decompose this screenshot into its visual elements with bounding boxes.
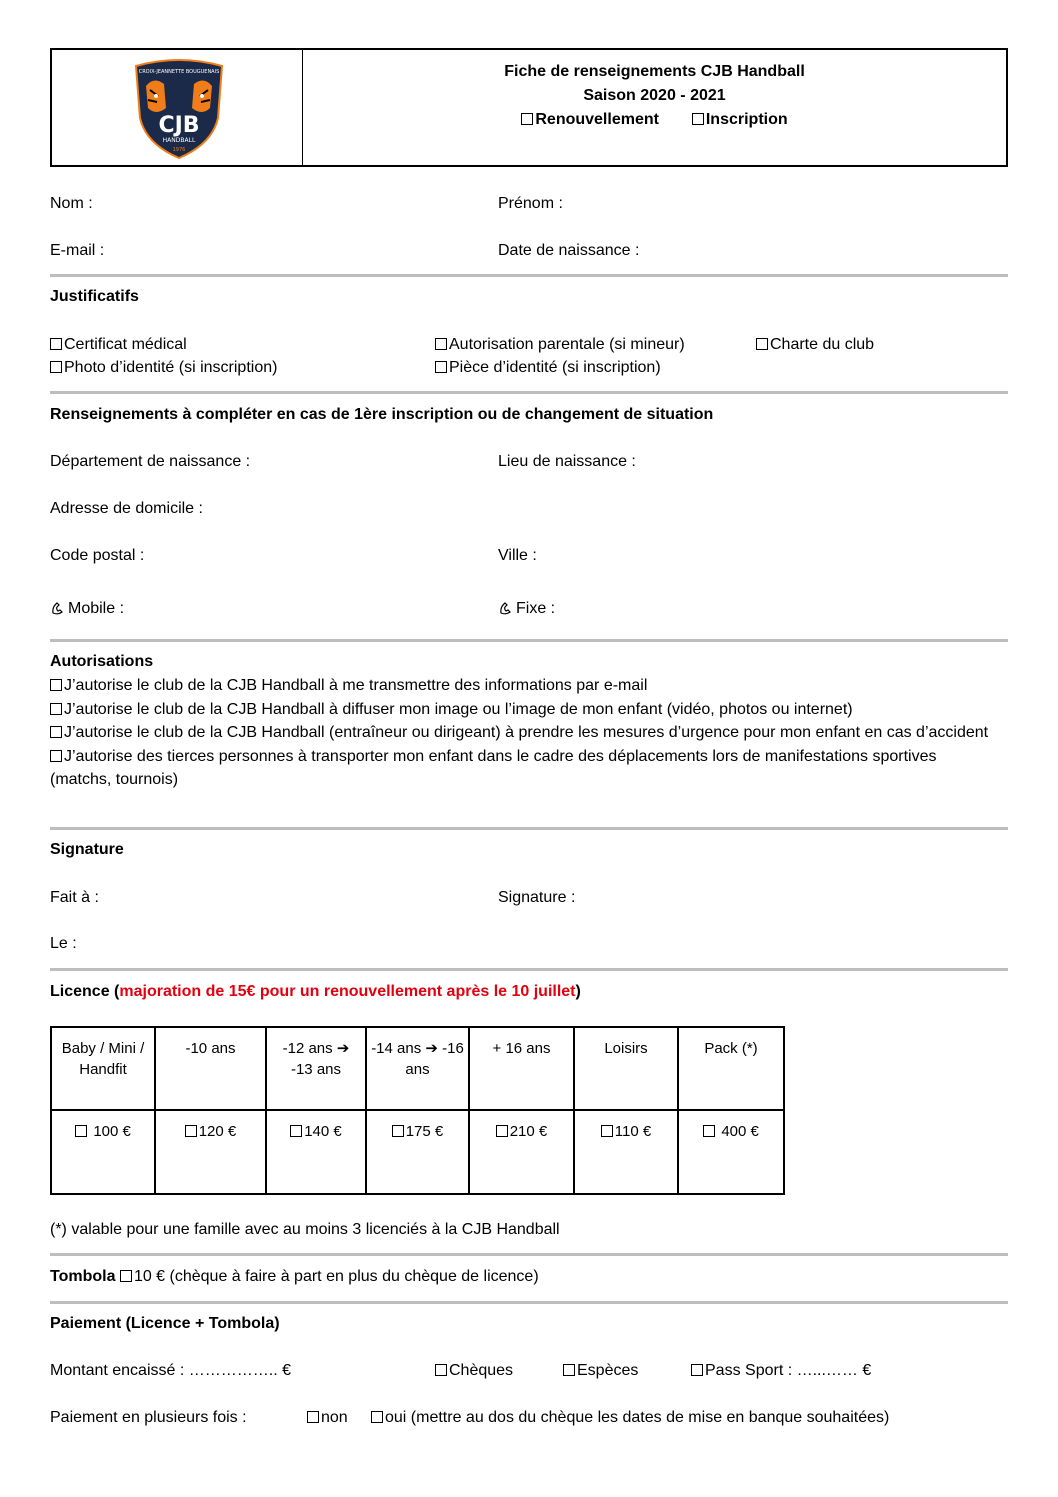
lieu-field[interactable]: Lieu de naissance :	[498, 453, 636, 470]
table-header-cell: + 16 ans	[469, 1027, 574, 1110]
checkbox[interactable]	[703, 1125, 715, 1137]
price-cell[interactable]: 140 €	[266, 1110, 366, 1194]
just-item-certificat[interactable]: Certificat médical	[50, 335, 187, 354]
autorisation-item-transport[interactable]: J’autorise des tierces personnes à transporter mon enfant dans le cadre des déplacements lors de manifestations sportives (matchs, tournois)	[50, 747, 937, 788]
nom-field[interactable]: Nom :	[50, 195, 93, 212]
logo-cell	[52, 50, 303, 165]
signature-title: Signature	[50, 841, 124, 858]
table-price-row	[51, 1110, 784, 1194]
prenom-field[interactable]: Prénom :	[498, 195, 563, 212]
checkbox[interactable]	[75, 1125, 87, 1137]
renew-checkbox[interactable]	[521, 113, 533, 125]
checkbox[interactable]	[307, 1411, 319, 1423]
table-header-cell: -10 ans	[155, 1027, 266, 1110]
divider	[50, 639, 1008, 642]
divider	[50, 391, 1008, 394]
checkbox[interactable]	[496, 1125, 508, 1137]
dept-field[interactable]: Département de naissance :	[50, 453, 251, 470]
just-item-autorisation[interactable]: Autorisation parentale (si mineur)	[435, 335, 685, 354]
checkbox[interactable]	[392, 1125, 404, 1137]
checkbox[interactable]	[50, 726, 62, 738]
autorisations-title: Autorisations	[50, 653, 154, 670]
plusieurs-fois-label: Paiement en plusieurs fois :	[50, 1409, 247, 1426]
price-cell[interactable]: 175 €	[366, 1110, 469, 1194]
tombola-row[interactable]	[50, 1267, 539, 1286]
plusieurs-oui-option[interactable]: oui (mettre au dos du chèque les dates de mise en banque souhaitées)	[371, 1408, 889, 1427]
tombola-text: 10 € (chèque à faire à part en plus du chèque de licence)	[133, 1268, 539, 1285]
price-cell[interactable]: 110 €	[574, 1110, 678, 1194]
adresse-field[interactable]: Adresse de domicile :	[50, 500, 203, 517]
paiement-title: Paiement (Licence + Tombola)	[50, 1315, 280, 1332]
title-cell	[303, 50, 1006, 165]
montant-field[interactable]: Montant encaissé : …………….. €	[50, 1362, 291, 1379]
divider	[50, 274, 1008, 277]
signature-field[interactable]: Signature :	[498, 889, 576, 906]
pack-footnote: (*) valable pour une famille avec au moins 3 licenciés à la CJB Handball	[50, 1221, 560, 1238]
checkbox[interactable]	[50, 703, 62, 715]
price-cell[interactable]: 120 €	[155, 1110, 266, 1194]
autorisations-list	[50, 674, 1000, 792]
just-item-photo[interactable]: Photo d’identité (si inscription)	[50, 358, 277, 377]
checkbox[interactable]	[50, 679, 62, 691]
dob-field[interactable]: Date de naissance :	[498, 242, 640, 259]
mobile-field[interactable]: Mobile :	[50, 599, 124, 618]
price-cell[interactable]: 100 €	[51, 1110, 155, 1194]
price-cell[interactable]: 210 €	[469, 1110, 574, 1194]
checkbox[interactable]	[563, 1364, 575, 1376]
checkbox[interactable]	[435, 1364, 447, 1376]
justificatifs-title: Justificatifs	[50, 288, 139, 305]
ville-field[interactable]: Ville :	[498, 547, 537, 564]
renew-label: Renouvellement	[535, 111, 659, 128]
checkbox[interactable]	[50, 361, 62, 373]
phone-icon	[498, 601, 512, 615]
licence-surcharge-note: majoration de 15€ pour un renouvellement après le 10 juillet	[119, 983, 576, 1000]
checkbox[interactable]	[290, 1125, 302, 1137]
checkbox[interactable]	[756, 338, 768, 350]
fixe-field[interactable]: Fixe :	[498, 599, 555, 618]
table-header-cell: Loisirs	[574, 1027, 678, 1110]
checkbox[interactable]	[435, 361, 447, 373]
svg-text:CJB: CJB	[158, 113, 200, 138]
svg-text:HANDBALL: HANDBALL	[162, 137, 196, 144]
checkbox[interactable]	[371, 1411, 383, 1423]
table-header-row	[51, 1027, 784, 1110]
divider	[50, 1253, 1008, 1256]
autorisation-item-image[interactable]: J’autorise le club de la CJB Handball à diffuser mon image ou l’image de mon enfant (vidéo, photos ou internet)	[50, 698, 1000, 722]
checkbox[interactable]	[691, 1364, 703, 1376]
checkbox[interactable]	[185, 1125, 197, 1137]
tombola-checkbox[interactable]	[120, 1270, 132, 1282]
svg-text:CROIX-JEANNETTE BOUGUENAIS: CROIX-JEANNETTE BOUGUENAIS	[138, 69, 220, 75]
table-header-cell: Pack (*)	[678, 1027, 784, 1110]
table-header-cell: Baby / Mini / Handfit	[51, 1027, 155, 1110]
checkbox[interactable]	[435, 338, 447, 350]
form-title: Fiche de renseignements CJB Handball	[504, 63, 805, 80]
cjb-handball-logo	[124, 56, 234, 160]
plusieurs-non-option[interactable]: non	[307, 1408, 348, 1427]
cheques-option[interactable]: Chèques	[435, 1361, 513, 1380]
just-item-charte[interactable]: Charte du club	[756, 335, 874, 354]
season-label: Saison 2020 - 2021	[583, 87, 726, 104]
licence-title: Licence (majoration de 15€ pour un renouvellement après le 10 juillet)	[50, 983, 581, 1000]
checkbox[interactable]	[50, 750, 62, 762]
table-header-cell: -12 ans ➔ -13 ans	[266, 1027, 366, 1110]
checkbox[interactable]	[601, 1125, 613, 1137]
just-item-piece[interactable]: Pièce d’identité (si inscription)	[435, 358, 661, 377]
autorisation-item-email[interactable]: J’autorise le club de la CJB Handball à me transmettre des informations par e-mail	[50, 674, 1000, 698]
especes-option[interactable]: Espèces	[563, 1361, 638, 1380]
phone-icon	[50, 601, 64, 615]
licence-table	[50, 1026, 785, 1195]
form-header	[50, 48, 1008, 167]
fait-field[interactable]: Fait à :	[50, 889, 99, 906]
pass-sport-option[interactable]: Pass Sport : …...…… €	[691, 1361, 871, 1380]
email-field[interactable]: E-mail :	[50, 242, 105, 259]
cp-field[interactable]: Code postal :	[50, 547, 145, 564]
new-label: Inscription	[705, 111, 788, 128]
checkbox[interactable]	[50, 338, 62, 350]
renseignements-title: Renseignements à compléter en cas de 1ère inscription ou de changement de situation	[50, 406, 714, 423]
new-checkbox[interactable]	[692, 113, 704, 125]
table-header-cell: -14 ans ➔ -16 ans	[366, 1027, 469, 1110]
autorisation-item-urgence[interactable]: J’autorise le club de la CJB Handball (entraîneur ou dirigeant) à prendre les mesures d’urgence pour mon enfant en cas d’accident	[50, 721, 1000, 745]
registration-type	[303, 108, 1006, 132]
divider	[50, 827, 1008, 830]
price-cell[interactable]: 400 €	[678, 1110, 784, 1194]
divider	[50, 1301, 1008, 1304]
tombola-title: Tombola	[50, 1268, 116, 1285]
divider	[50, 968, 1008, 971]
svg-text:1976: 1976	[172, 147, 186, 153]
date-field[interactable]: Le :	[50, 935, 77, 952]
